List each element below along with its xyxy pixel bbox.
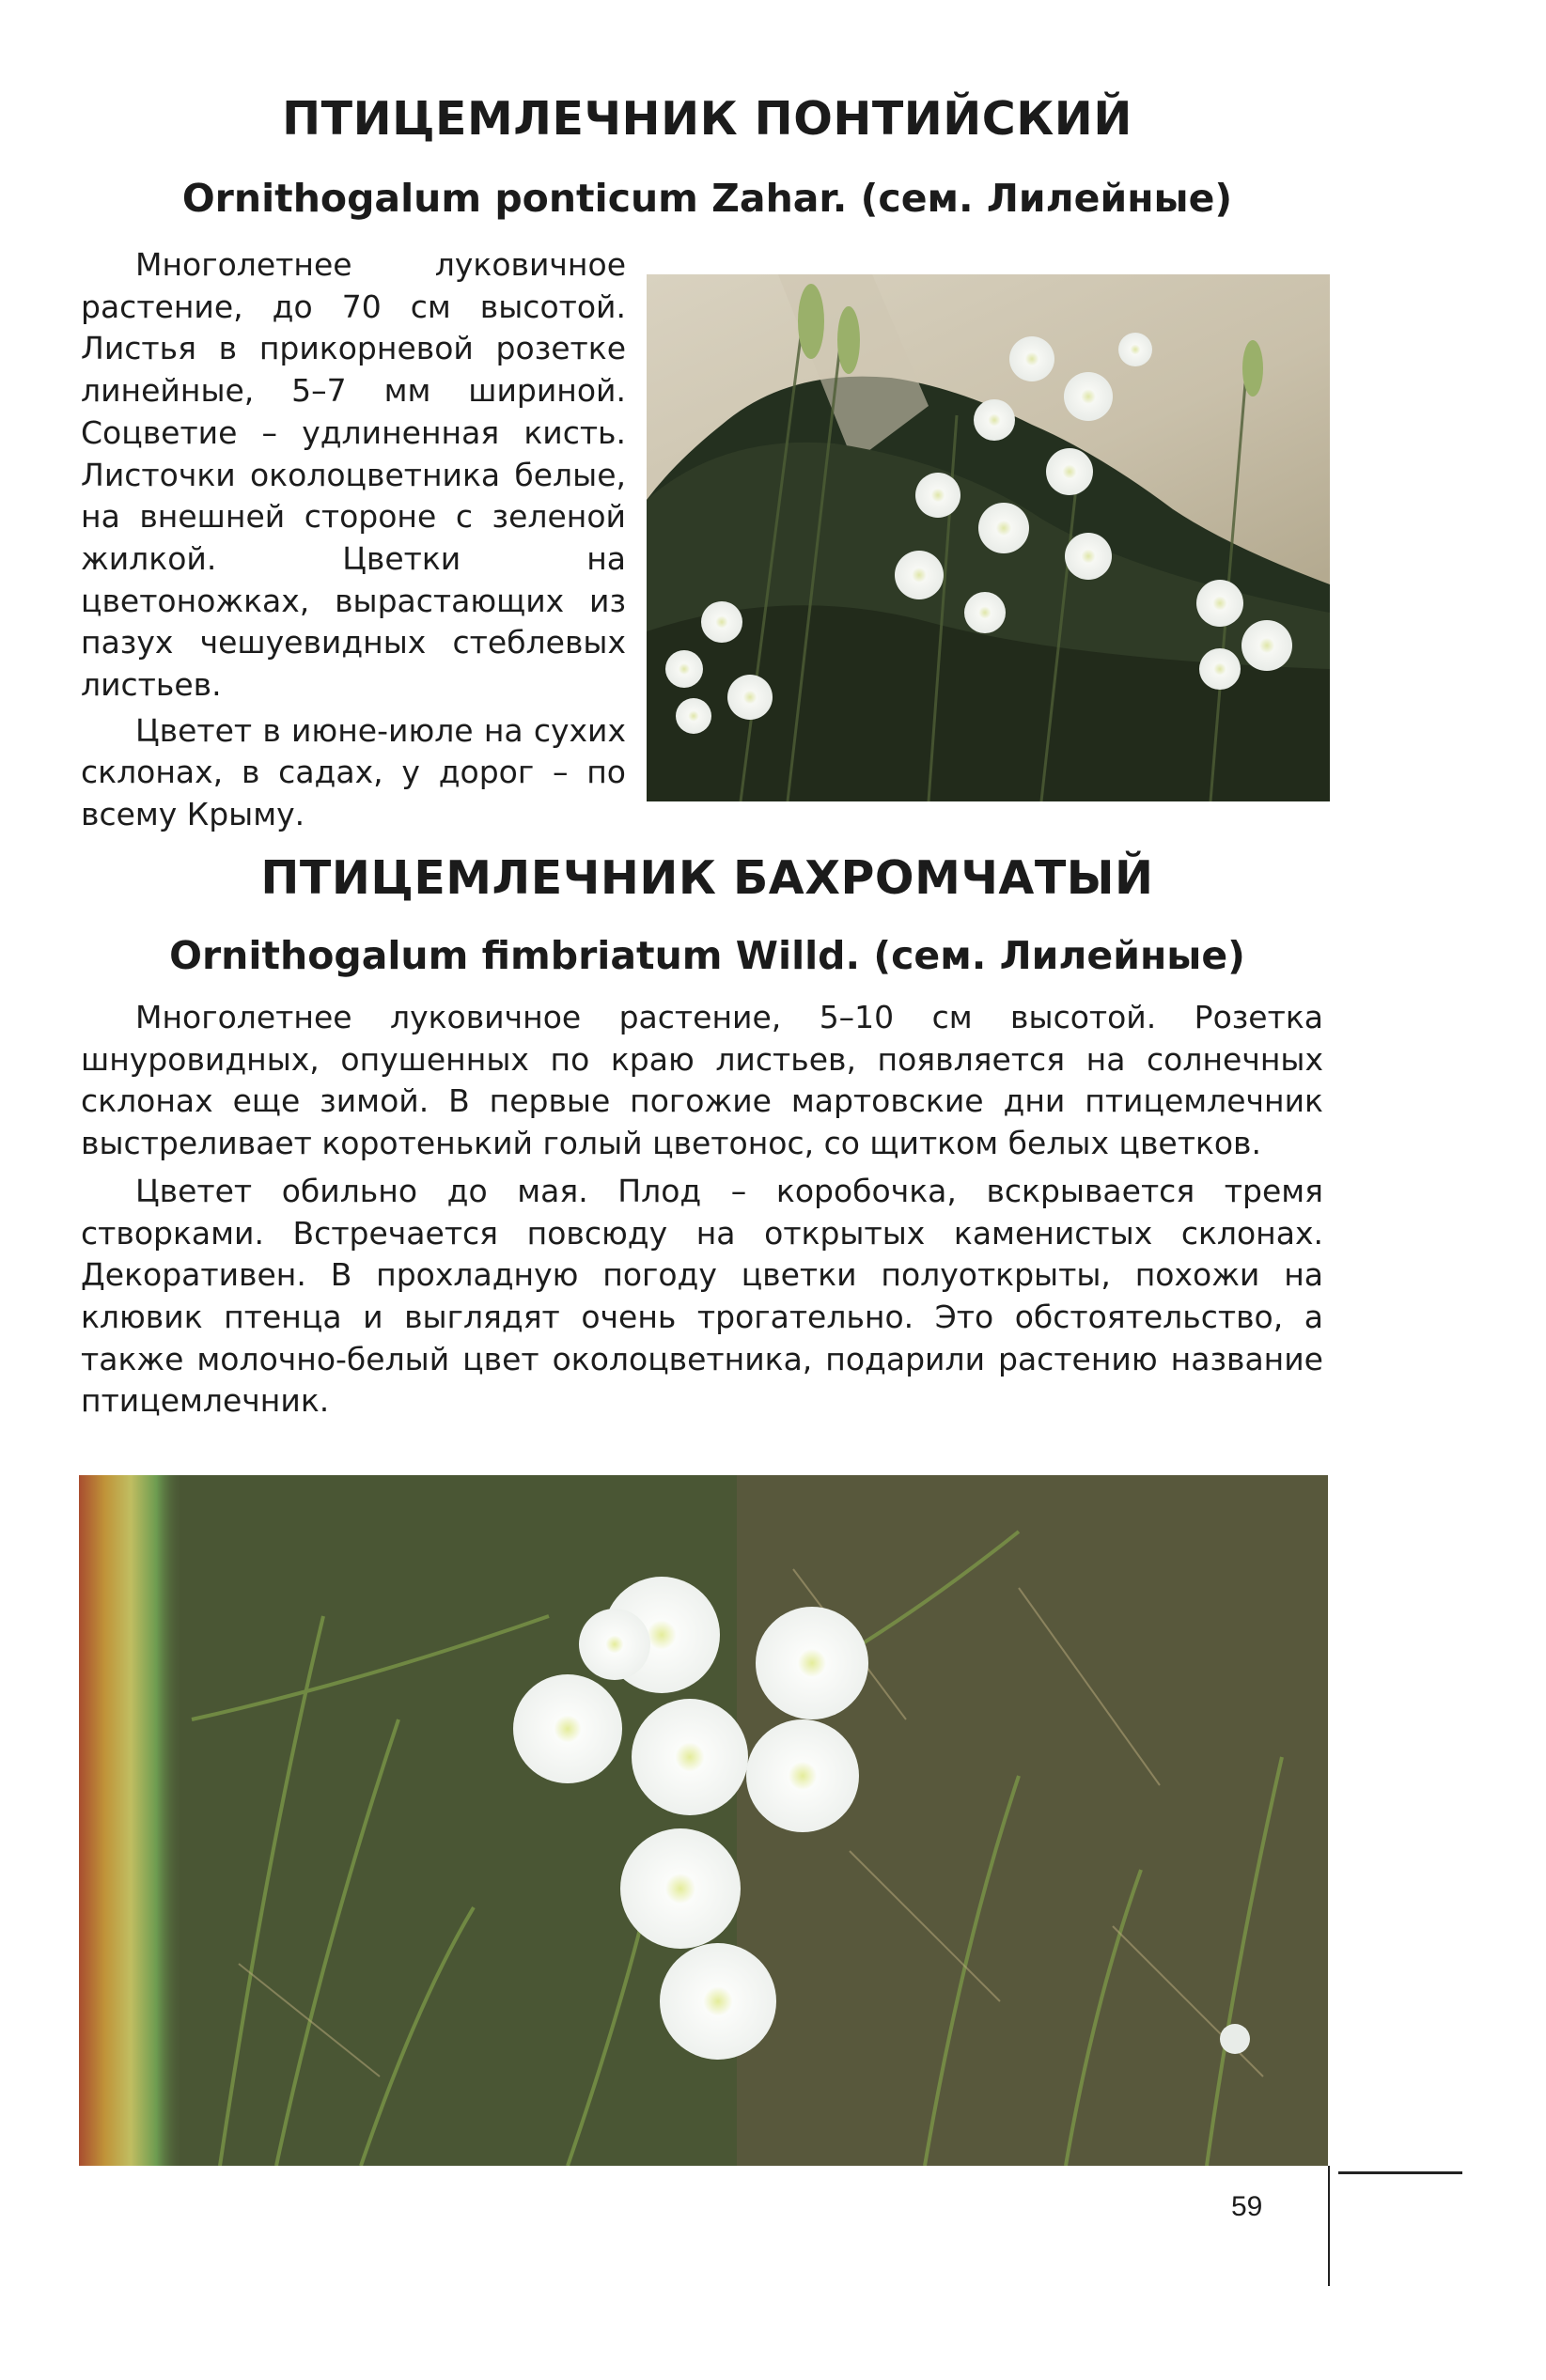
section1-paragraph-1: Многолетнее луковичное растение, до 70 см высотой. Листья в прикорневой розетке линейные, 5–7 мм шириной. Соцветие – удлиненная кисть. Листочки околоцветника белые, на внешней стороне с зеленой жилкой. Цветки на цветоножках, вырастающих из пазух чешуевидных стеблевых листьев. — [81, 246, 626, 704]
ornithogalum-ponticum-photo — [647, 274, 1330, 801]
ornithogalum-fimbriatum-photo — [79, 1475, 1328, 2166]
section1-subtitle: Ornithogalum ponticum Zahar. (сем. Лилейные) — [181, 176, 1233, 221]
page-rule-horizontal — [1338, 2171, 1462, 2174]
section2-text — [81, 997, 1323, 1423]
section1-paragraph-2: Цветет в июне-июле на сухих склонах, в садах, у дорог – по всему Крыму. — [81, 711, 626, 833]
section2-title: ПТИЦЕМЛЕЧНИК БАХРОМЧАТЫЙ — [260, 851, 1154, 905]
section2-paragraph-1: Многолетнее луковичное растение, 5–10 см высотой. Розетка шнуровидных, опушенных по краю листьев, появляется на солнечных склонах еще зимой. В первые погожие мартовские дни птицемлечник выстреливает коротенький голый цветонос, со щитком белых цветков. — [81, 999, 1323, 1162]
section1-title: ПТИЦЕМЛЕЧНИК ПОНТИЙСКИЙ — [282, 92, 1132, 146]
section2-subtitle: Ornithogalum fimbriatum Willd. (сем. Лилейные) — [169, 933, 1245, 978]
page-rule-vertical — [1328, 2166, 1330, 2286]
section2-paragraph-2: Цветет обильно до мая. Плод – коробочка, вскрывается тремя створками. Встречается повсюду на открытых каменистых склонах. Декоративен. В прохладную погоду цветки полуоткрыты, похожи на клювик птенца и выглядят очень трогательно. Это обстоятельство, а также молочно-белый цвет околоцветника, подарили растению название птицемлечник. — [81, 1172, 1323, 1420]
section1-text — [81, 244, 626, 836]
page-number: 59 — [1231, 2191, 1263, 2222]
